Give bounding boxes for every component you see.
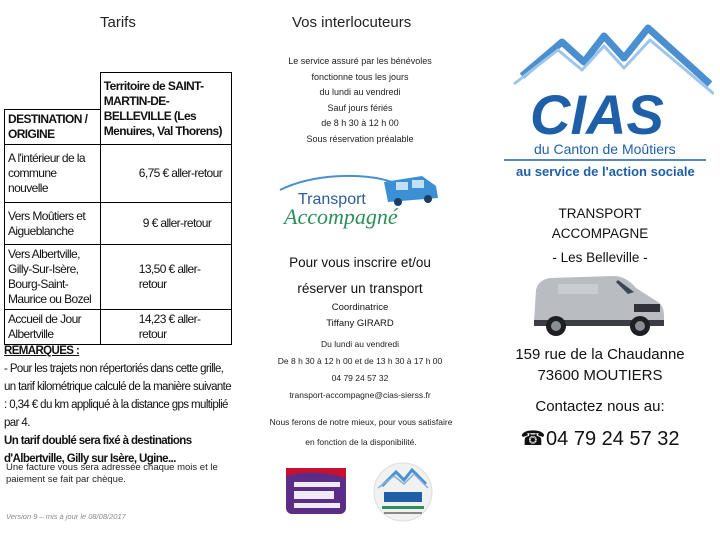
address-street: 159 rue de la Chaudanne	[515, 346, 685, 363]
interlocuteurs-title: Vos interlocuteurs	[292, 14, 412, 31]
remarks-block	[4, 342, 232, 468]
logo-transport-text: Transport	[298, 191, 366, 208]
remarks-bold-text: Un tarif doublé sera fixé à destinations d'Albertville, Gilly sur Isère, Ugine...	[4, 435, 192, 465]
cias-logo-subtitle: du Canton de Moûtiers	[534, 141, 676, 157]
cias-logo-tagline: au service de l'action sociale	[516, 164, 695, 179]
phone-line[interactable]	[500, 426, 700, 451]
tariff-dest: Vers Moûtiers et Aigueblanche	[5, 203, 101, 245]
address-block	[500, 344, 700, 386]
inscription-line: Pour vous inscrire et/ou	[289, 255, 431, 270]
contact-hours: De 8 h 30 à 12 h 00 et de 13 h 30 à 17 h 00	[277, 356, 443, 366]
van-icon	[384, 176, 438, 206]
service-line: Sous réservation préalable	[306, 133, 414, 144]
service-line: du lundi au vendredi	[319, 87, 401, 97]
invoice-note: Une facture vous sera adressée chaque mois et le paiement se fait par chèque.	[6, 462, 218, 485]
tariff-header-destination: DESTINATION / ORIGINE	[5, 110, 101, 145]
table-row	[5, 145, 232, 203]
tariff-dest: Accueil de Jour Albertville	[5, 310, 101, 345]
inscription-heading	[256, 250, 464, 302]
table-row	[5, 203, 232, 245]
tariff-header-territory: Territoire de SAINT-MARTIN-DE-BELLEVILLE (Les Menuires, Val Thorens)	[100, 73, 231, 145]
tariff-dest: A l'intérieur de la commune nouvelle	[5, 145, 101, 203]
coordinator-block	[256, 300, 464, 332]
tariff-dest: Vers Albertville, Gilly-Sur-Isère, Bourg-Saint-Maurice ou Bozel	[5, 245, 101, 310]
inscription-line: réserver un transport	[297, 281, 423, 296]
remarks-text: - Pour les trajets non répertoriés dans cette grille, un tarif kilométrique calculé de la manière suivante : 0,34 € du km appliqué à la distance gps multiplié par 4.	[4, 363, 232, 429]
phone-number[interactable]: 04 79 24 57 32	[546, 428, 680, 450]
contact-label: Contactez nous au:	[535, 398, 665, 415]
service-hours-block	[256, 54, 464, 147]
contact-hours-block	[256, 336, 464, 404]
cias-logo	[500, 14, 714, 184]
tariff-table	[4, 72, 232, 345]
service-line: de 8 h 30 à 12 h 00	[321, 118, 399, 128]
satisfaction-line: Nous ferons de notre mieux, pour vous satisfaire	[269, 417, 453, 427]
service-line: Sauf jours fériés	[327, 102, 393, 113]
van-photo	[528, 272, 668, 338]
cias-small-logo	[370, 462, 436, 522]
transport-title-line: TRANSPORT	[558, 206, 642, 221]
transport-title	[500, 204, 700, 244]
contact-email[interactable]: transport-accompagne@cias-sierss.fr	[289, 390, 431, 400]
transport-title-line: ACCOMPAGNE	[551, 226, 649, 241]
transport-accompagne-logo	[272, 168, 444, 236]
tariff-price: 9 € aller-retour	[100, 203, 231, 245]
services-a-la-personne-logo	[284, 466, 352, 518]
telephone-icon: ☎	[520, 428, 546, 450]
coordinator-title: Coordinatrice	[331, 302, 389, 313]
service-line: fonctionne tous les jours	[311, 71, 409, 82]
tariff-price: 14,23 € aller-retour	[100, 310, 231, 345]
version-note: Version 9 – mis à jour le 08/08/2017	[6, 512, 126, 521]
remarks-title: REMARQUES :	[4, 345, 80, 357]
tariff-price: 6,75 € aller-retour	[100, 145, 231, 203]
table-row	[5, 245, 232, 310]
contact-phone: 04 79 24 57 32	[331, 373, 389, 383]
belleville-subtitle: - Les Belleville -	[552, 250, 648, 265]
satisfaction-note	[250, 412, 472, 452]
service-line: Le service assuré par les bénévoles	[288, 56, 432, 66]
table-row	[5, 310, 232, 345]
coordinator-name: Tiffany GIRARD	[326, 318, 394, 329]
logo-accompagne-text: Accompagné	[284, 204, 398, 229]
cias-logo-name: CIAS	[530, 83, 664, 146]
contact-days: Du lundi au vendredi	[321, 339, 399, 349]
tariff-header-row	[5, 73, 232, 110]
tarifs-title: Tarifs	[100, 14, 136, 31]
satisfaction-line: en fonction de la disponibilité.	[305, 437, 417, 447]
tariff-price: 13,50 € aller-retour	[100, 245, 231, 310]
address-city: 73600 MOUTIERS	[537, 367, 663, 384]
